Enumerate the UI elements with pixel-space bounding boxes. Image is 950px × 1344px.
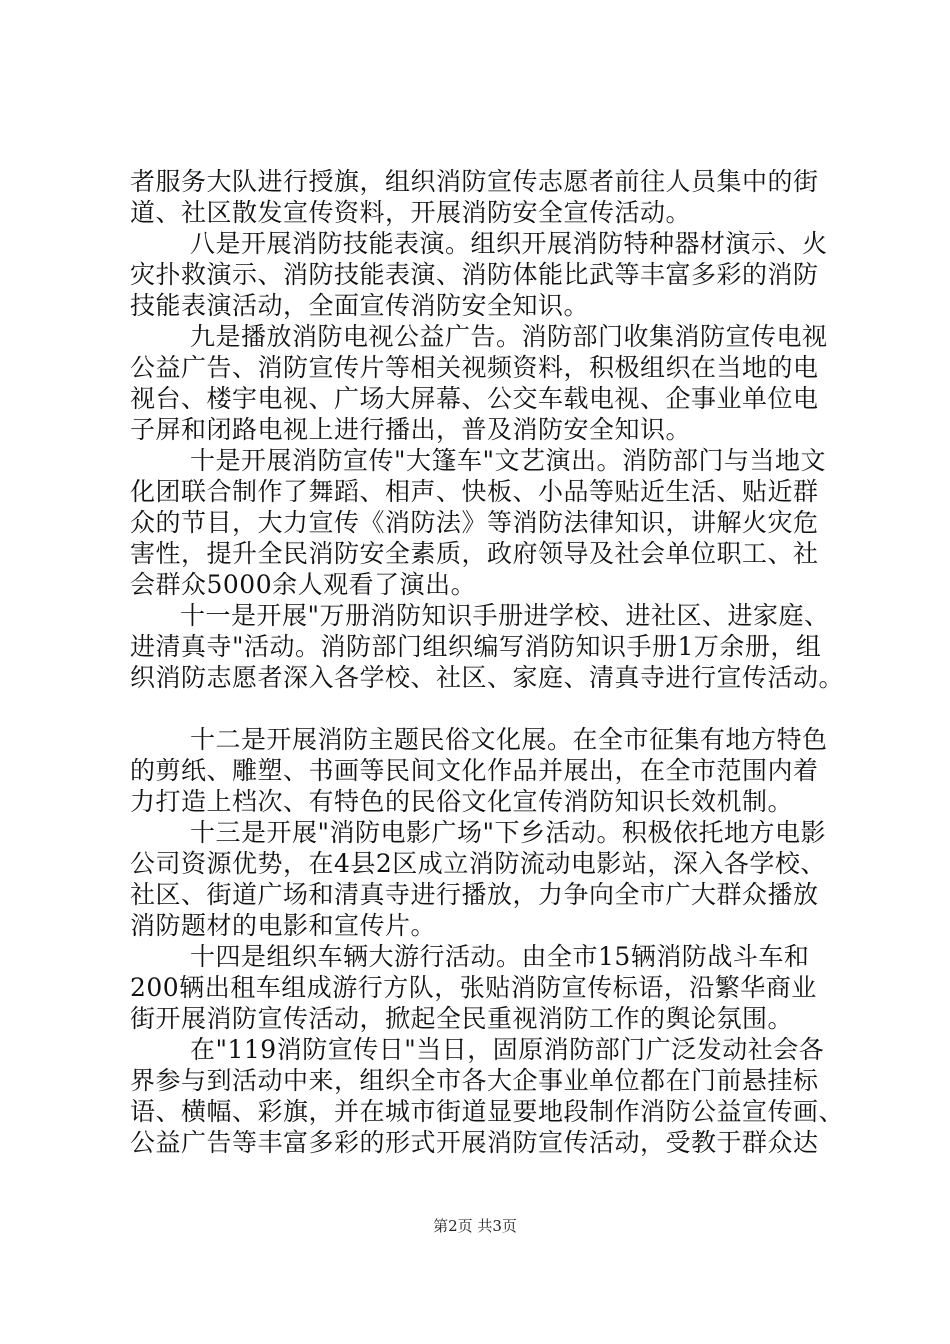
text-line: 众的节目，大力宣传《消防法》等消防法律知识，讲解火灾危 [130,508,819,537]
text-line: 视台、楼宇电视、广场大屏幕、公交车载电视、企事业单位电 [130,384,819,413]
text-line: 灾扑救演示、消防技能表演、消防体能比武等丰富多彩的消防 [130,260,819,289]
text-line: 八是开展消防技能表演。组织开展消防特种器材演示、火 [190,229,828,258]
text-line: 语、横幅、彩旗，并在城市街道显要地段制作消防公益宣传画、 [130,1097,845,1126]
blank-line [130,693,830,724]
paragraph-film-square [130,817,830,941]
text-line: 十二是开展消防主题民俗文化展。在全市征集有地方特色 [190,725,828,754]
paragraph-119-day [130,1034,845,1158]
text-line: 进清真寺"活动。消防部门组织编写消防知识手册1万余册，组 [130,632,822,661]
text-line: 在"119消防宣传日"当日，固原消防部门广泛发动社会各 [190,1035,825,1064]
text-line: 九是播放消防电视公益广告。消防部门收集消防宣传电视 [190,322,828,351]
text-line: 道、社区散发宣传资料，开展消防安全宣传活动。 [130,198,692,227]
text-line: 公益广告、消防宣传片等相关视频资料，积极组织在当地的电 [130,353,819,382]
text-line: 200辆出租车组成游行方队，张贴消防宣传标语，沿繁华商业 [130,973,817,1002]
text-line: 害性，提升全民消防安全素质，政府领导及社会单位职工、社 [130,539,819,568]
text-line: 力打造上档次、有特色的民俗文化宣传消防知识长效机制。 [130,787,794,816]
text-line: 十是开展消防宣传"大篷车"文艺演出。消防部门与当地文 [190,446,827,475]
text-line: 织消防志愿者深入各学校、社区、家庭、清真寺进行宣传活动。 [130,663,845,692]
text-line: 消防题材的电影和宣传片。 [130,911,437,940]
paragraph-volunteer-continuation [130,166,830,228]
text-line: 子屏和闭路电视上进行播出，普及消防安全知识。 [130,415,692,444]
text-line: 技能表演活动，全面宣传消防安全知识。 [130,291,590,320]
text-line: 公司资源优势，在4县2区成立消防流动电影站，深入各学校、 [130,849,826,878]
text-line: 界参与到活动中来，组织全市各大企事业单位都在门前悬挂标 [130,1066,819,1095]
paragraph-handbooks [130,600,845,693]
text-line: 化团联合制作了舞蹈、相声、快板、小品等贴近生活、贴近群 [130,477,819,506]
text-line: 十一是开展"万册消防知识手册进学校、进社区、进家庭、 [180,601,830,630]
text-line: 十三是开展"消防电影广场"下乡活动。积极依托地方电影 [190,818,827,847]
document-body [130,166,845,1158]
text-line: 会群众5000余人观看了演出。 [130,570,477,599]
text-line: 的剪纸、雕塑、书画等民间文化作品并展出，在全市范围内着 [130,756,819,785]
paragraph-tv-ads [130,321,830,445]
paragraph-skills-performance [130,228,830,321]
paragraph-vehicle-parade [130,941,830,1034]
page-number-footer: 第2页 共3页 [433,1217,517,1235]
text-line: 十四是组织车辆大游行活动。由全市15辆消防战斗车和 [190,942,810,971]
text-line: 者服务大队进行授旗，组织消防宣传志愿者前往人员集中的街 [130,167,819,196]
paragraph-caravan-show [130,445,830,600]
text-line: 社区、街道广场和清真寺进行播放，力争向全市广大群众播放 [130,880,819,909]
text-line: 公益广告等丰富多彩的形式开展消防宣传活动，受教于群众达 [130,1128,819,1157]
paragraph-folk-culture [130,724,830,817]
text-line: 街开展消防宣传活动，掀起全民重视消防工作的舆论氛围。 [130,1004,794,1033]
